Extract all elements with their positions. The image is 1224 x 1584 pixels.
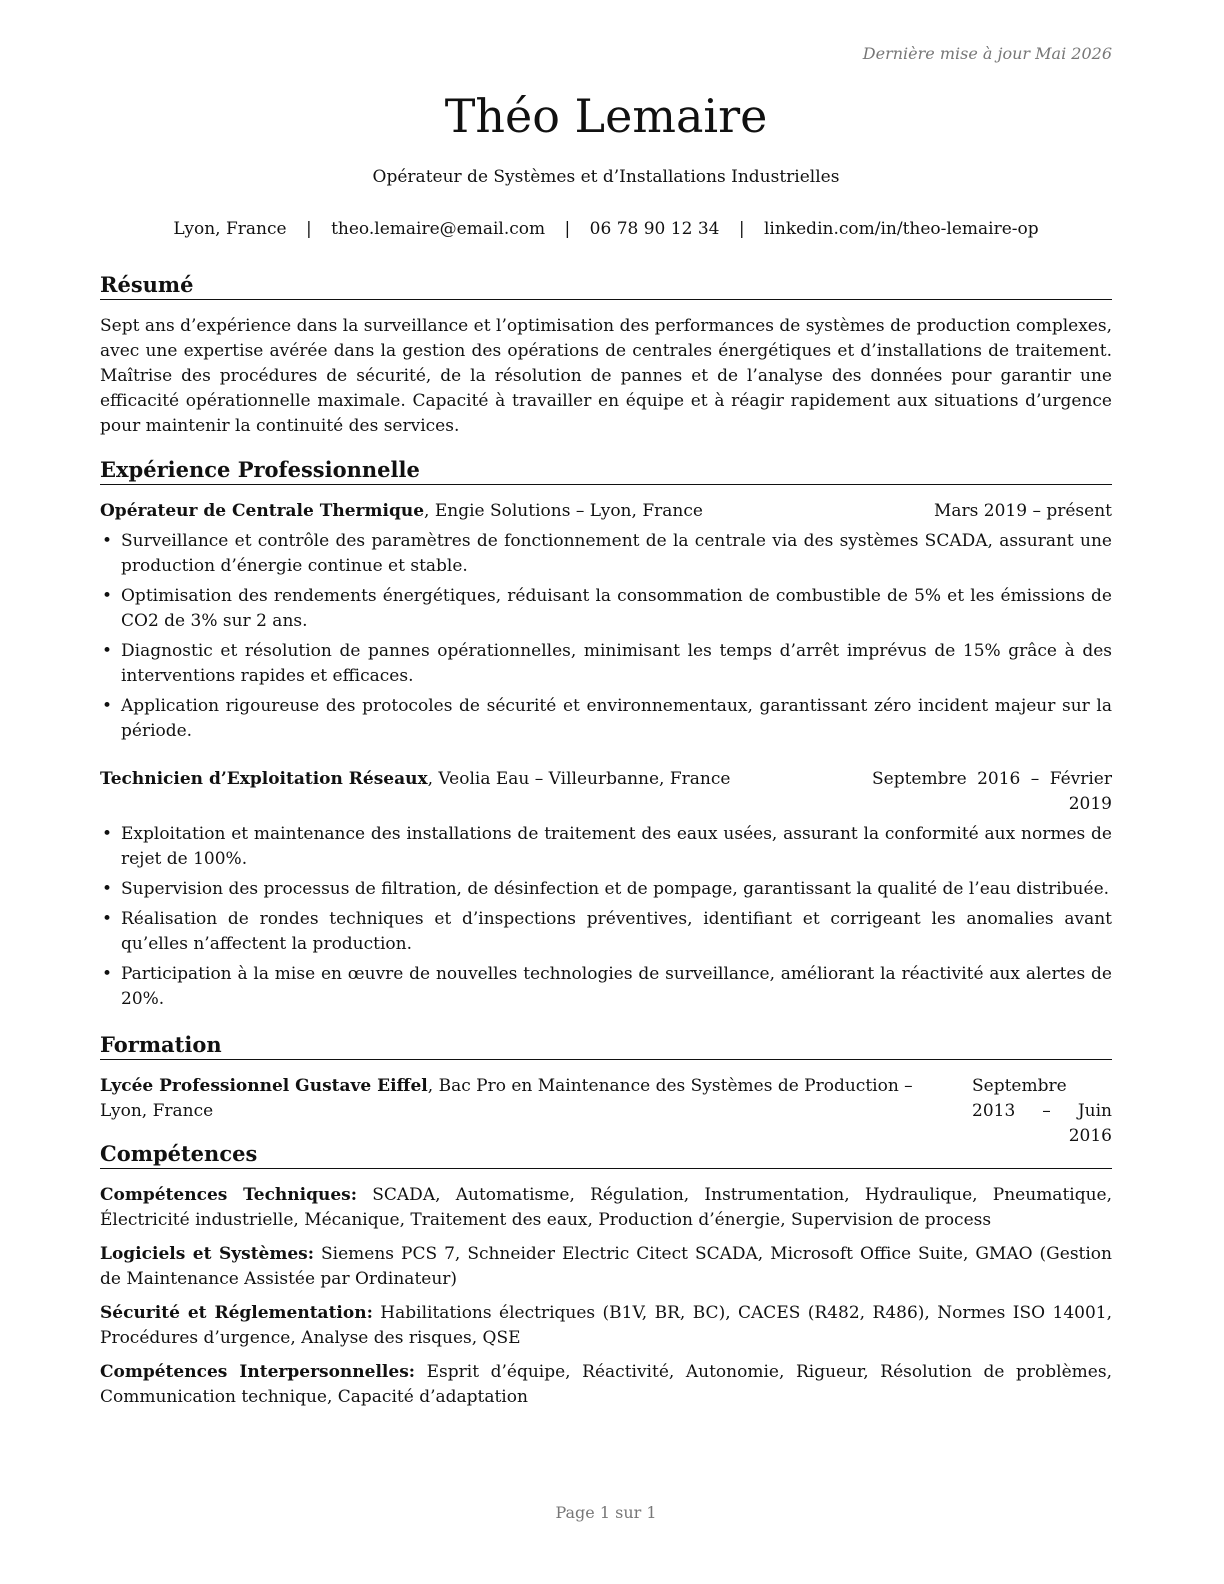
job-employer: , Engie Solutions – Lyon, France [424, 501, 703, 521]
job-header [100, 499, 1112, 524]
skill-group-value: Habilitations électriques (B1V, BR, BC), CACES (R482, R486), Normes ISO 14001, Procédures d’urgence, Analyse des risques, QSE [100, 1303, 1113, 1348]
job-bullet: • Application rigoureuse des protocoles de sécurité et environnementaux, garantissant zéro incident majeur sur la période. [100, 694, 1112, 744]
candidate-name: Théo Lemaire [444, 89, 768, 143]
contact-line [100, 219, 1112, 239]
job-bullet: • Réalisation de rondes techniques et d’inspections préventives, identifiant et corrigeant les anomalies avant qu’elles n’affectent la production. [100, 907, 1112, 957]
skill-group-label: Logiciels et Systèmes: [100, 1244, 315, 1264]
section-heading-skills: Compétences [100, 1141, 1112, 1169]
contact-separator: | [564, 219, 571, 239]
job-dates: Septembre 2016 – Février 2019 [872, 769, 1112, 814]
job-header [100, 767, 1112, 814]
job-bullet: • Surveillance et contrôle des paramètres de fonctionnement de la centrale via des systèmes SCADA, assurant une production d’énergie continue et stable. [100, 529, 1112, 579]
skill-group-label: Compétences Techniques: [100, 1185, 358, 1205]
skill-group [100, 1183, 1112, 1233]
contact-email[interactable]: theo.lemaire@email.com [331, 219, 546, 239]
skill-group-label: Sécurité et Réglementation: [100, 1303, 373, 1323]
summary-text: Sept ans d’expérience dans la surveillance et l’optimisation des performances de systèmes de production complexes, avec une expertise avérée dans la gestion des opérations de centrales énergétiques et d’installations de traitement. Maîtrise des procédures de sécurité, de la résolution de pannes et de l’analyse des données pour garantir une efficacité opérationnelle maximale. Capacité à travailler en équipe et à réagir rapidement aux situations d’urgence pour maintenir la continuité des services. [100, 316, 1112, 436]
skill-group-value: SCADA, Automatisme, Régulation, Instrumentation, Hydraulique, Pneumatique, Électricité industrielle, Mécanique, Traitement des eaux, Production d’énergie, Supervision de process [100, 1185, 1113, 1230]
job-bullet-list [100, 529, 1112, 749]
job-role: Technicien d’Exploitation Réseaux [100, 769, 428, 789]
job-dates: Mars 2019 – présent [933, 501, 1112, 521]
job-bullet: • Exploitation et maintenance des installations de traitement des eaux usées, assurant la conformité aux normes de rejet de 100%. [100, 822, 1112, 872]
education-detail: , Bac Pro en Maintenance des Systèmes de Production – Lyon, France [100, 1076, 913, 1121]
education-school: Lycée Professionnel Gustave Eiffel [100, 1076, 428, 1096]
job-bullet-list [100, 822, 1112, 1017]
section-heading-summary: Résumé [100, 272, 1112, 300]
skill-group-value: Siemens PCS 7, Schneider Electric Citect SCADA, Microsoft Office Suite, GMAO (Gestion de Maintenance Assistée par Ordinateur) [100, 1244, 1112, 1289]
contact-phone[interactable]: 06 78 90 12 34 [589, 219, 720, 239]
job-role: Opérateur de Centrale Thermique [100, 501, 425, 521]
contact-separator: | [738, 219, 745, 239]
skill-group [100, 1242, 1112, 1292]
skill-group [100, 1360, 1112, 1410]
job-employer: , Veolia Eau – Villeurbanne, France [427, 769, 731, 789]
education-dates: Septembre 2013 – Juin 2016 [972, 1076, 1112, 1146]
job-bullet: • Supervision des processus de filtration, de désinfection et de pompage, garantissant la qualité de l’eau distribuée. [100, 877, 1112, 902]
skill-group-value: Esprit d’équipe, Réactivité, Autonomie, Rigueur, Résolution de problèmes, Communication technique, Capacité d’adaptation [100, 1362, 1112, 1407]
contact-separator: | [305, 219, 312, 239]
section-heading-education: Formation [100, 1032, 1112, 1060]
last-update-note: Dernière mise à jour Mai 2026 [862, 44, 1112, 63]
education-entry [100, 1074, 1112, 1146]
page-number: Page 1 sur 1 [555, 1503, 657, 1522]
section-heading-experience: Expérience Professionnelle [100, 457, 1112, 485]
contact-linkedin[interactable]: linkedin.com/in/theo-lemaire-op [764, 219, 1039, 239]
job-bullet: • Diagnostic et résolution de pannes opérationnelles, minimisant les temps d’arrêt imprévus de 15% grâce à des interventions rapides et efficaces. [100, 639, 1112, 689]
skill-group [100, 1301, 1112, 1351]
job-bullet: • Participation à la mise en œuvre de nouvelles technologies de surveillance, améliorant la réactivité aux alertes de 20%. [100, 962, 1112, 1012]
candidate-title: Opérateur de Systèmes et d’Installations Industrielles [372, 167, 840, 187]
job-bullet: • Optimisation des rendements énergétiques, réduisant la consommation de combustible de 5% et les émissions de CO2 de 3% sur 2 ans. [100, 584, 1112, 634]
skill-group-label: Compétences Interpersonnelles: [100, 1362, 416, 1382]
contact-location: Lyon, France [173, 219, 287, 239]
resume-page [100, 0, 1112, 1584]
